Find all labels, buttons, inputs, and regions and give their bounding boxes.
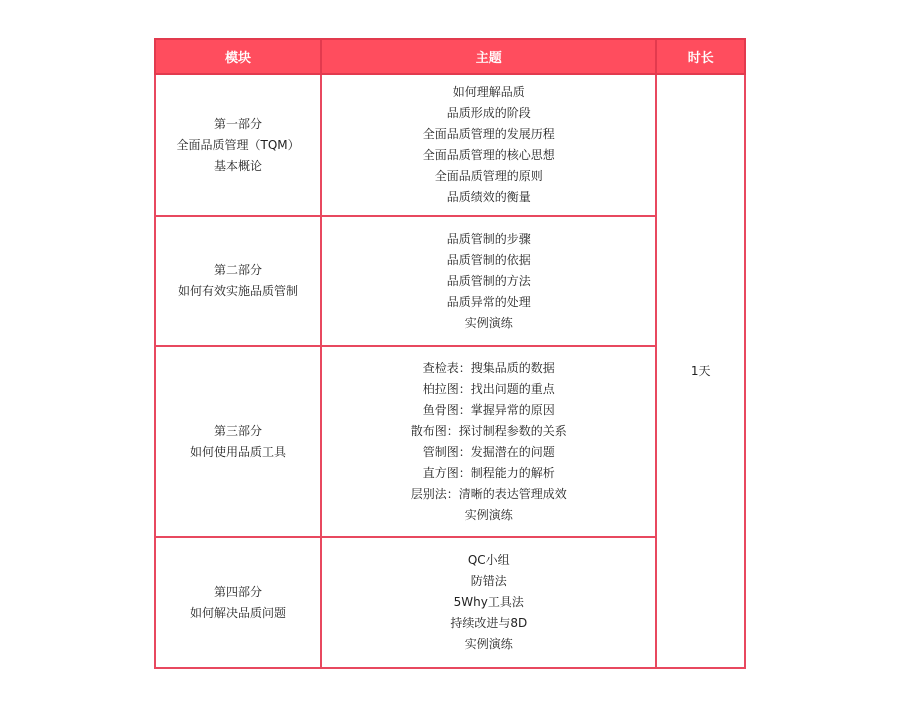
- duration-cell: 1天: [656, 74, 745, 668]
- course-table: [154, 38, 746, 669]
- topic-item: 实例演练: [464, 507, 513, 522]
- topic-cell: [321, 216, 656, 346]
- topic-item: 全面品质管理的发展历程: [422, 127, 555, 141]
- module-part: 第四部分: [214, 584, 263, 599]
- module-part: 第二部分: [214, 263, 263, 277]
- module-part: 第三部分: [214, 423, 263, 438]
- topic-item: 管制图：发掘潜在的问题: [422, 444, 555, 459]
- module-cell: [155, 216, 321, 346]
- topic-item: 直方图：制程能力的解析: [422, 465, 555, 480]
- topic-item: 鱼骨图：掌握异常的原因: [422, 402, 555, 417]
- header-module: 模块: [155, 39, 321, 74]
- topic-cell: [321, 74, 656, 216]
- module-title: 如何有效实施品质管制: [178, 284, 299, 298]
- module-title: 基本概论: [214, 158, 263, 173]
- topic-item: 品质绩效的衡量: [446, 190, 531, 204]
- table-row: [155, 74, 745, 216]
- topic-item: 品质形成的阶段: [446, 106, 531, 120]
- topic-item: 5Why工具法: [453, 595, 524, 609]
- topic-item: 散布图：探讨制程参数的关系: [410, 423, 567, 438]
- topic-cell: [321, 537, 656, 668]
- module-title: 如何解决品质问题: [190, 605, 287, 620]
- topic-item: 品质管制的依据: [446, 252, 531, 267]
- module-title: 如何使用品质工具: [190, 444, 287, 459]
- topic-item: 品质管制的步骤: [446, 231, 531, 246]
- module-cell: [155, 74, 321, 216]
- topic-item: 全面品质管理的核心思想: [422, 148, 555, 162]
- topic-item: QC小组: [467, 553, 510, 567]
- module-part: 第一部分: [214, 116, 263, 131]
- header-row: [155, 39, 745, 74]
- topic-item: 持续改进与8D: [450, 616, 528, 630]
- topic-item: 层别法：清晰的表达管理成效: [410, 486, 567, 501]
- topic-item: 查检表：搜集品质的数据: [422, 360, 555, 375]
- topic-cell: [321, 346, 656, 537]
- topic-item: 防错法: [470, 574, 507, 588]
- topic-item: 柏拉图：找出问题的重点: [422, 381, 555, 396]
- topic-item: 全面品质管理的原则: [434, 169, 543, 183]
- header-duration: 时长: [656, 39, 745, 74]
- topic-item: 实例演练: [464, 637, 513, 651]
- topic-item: 品质管制的方法: [446, 273, 531, 288]
- topic-item: 如何理解品质: [452, 85, 525, 99]
- module-title: 全面品质管理（TQM）: [176, 137, 300, 152]
- topic-item: 实例演练: [464, 315, 513, 330]
- module-cell: [155, 537, 321, 668]
- module-cell: [155, 346, 321, 537]
- header-topic: 主题: [321, 39, 656, 74]
- topic-item: 品质异常的处理: [446, 294, 531, 309]
